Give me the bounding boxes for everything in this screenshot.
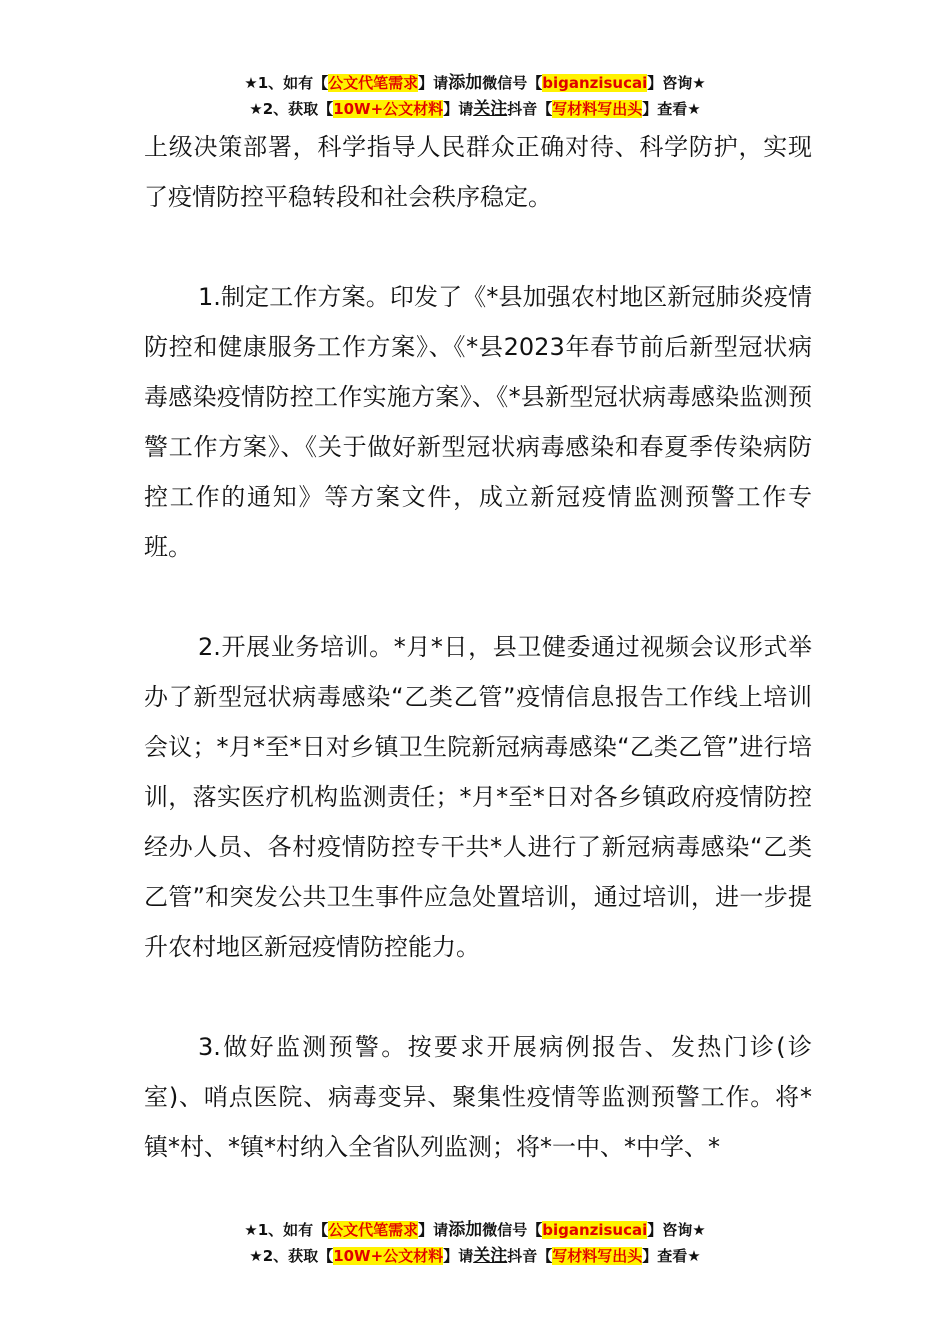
- banner-text: 】查看★: [642, 100, 701, 118]
- banner-emphasis: 关注: [473, 1246, 508, 1266]
- paragraph-gap: [144, 222, 812, 272]
- highlight-douyin-account: 写材料写出头: [552, 1247, 643, 1265]
- highlight-materials: 10W+公文材料: [333, 100, 444, 118]
- banner-line-2: [0, 1243, 950, 1269]
- header-banner: [0, 70, 950, 122]
- banner-emphasis: 添加: [448, 1220, 483, 1240]
- highlight-wechat-id: biganzisucai: [542, 74, 648, 92]
- banner-text: 抖音【: [507, 100, 553, 118]
- banner-text: 】请: [418, 74, 449, 92]
- highlight-douyin-account: 写材料写出头: [552, 100, 643, 118]
- highlight-wechat-id: biganzisucai: [542, 1221, 648, 1239]
- banner-text: 微信号【: [482, 1221, 543, 1239]
- banner-text: ★1、如有【: [244, 1221, 329, 1239]
- banner-text: 抖音【: [507, 1247, 553, 1265]
- banner-text: 】查看★: [642, 1247, 701, 1265]
- highlight-service: 公文代笔需求: [328, 74, 419, 92]
- banner-text: 】请: [443, 100, 474, 118]
- banner-text: 】请: [418, 1221, 449, 1239]
- highlight-materials: 10W+公文材料: [333, 1247, 444, 1265]
- banner-emphasis: 关注: [473, 99, 508, 119]
- paragraph-gap: [144, 972, 812, 1022]
- paragraph-monitoring: 3.做好监测预警。按要求开展病例报告、发热门诊(诊室)、哨点医院、病毒变异、聚集性疫情等监测预警工作。将*镇*村、*镇*村纳入全省队列监测；将*一中、*中学、*: [144, 1033, 812, 1161]
- footer-banner: [0, 1217, 950, 1269]
- paragraph-work-plan: 1.制定工作方案。印发了《*县加强农村地区新冠肺炎疫情防控和健康服务工作方案》、《*县2023年春节前后新型冠状病毒感染疫情防控工作实施方案》、《*县新型冠状病毒感染监测预警工作方案》、《关于做好新型冠状病毒感染和春夏季传染病防控工作的通知》等方案文件，成立新冠疫情监测预警工作专班。: [144, 283, 812, 561]
- banner-line-1: [0, 70, 950, 96]
- banner-line-2: [0, 96, 950, 122]
- banner-text: ★2、获取【: [249, 100, 334, 118]
- banner-text: ★1、如有【: [244, 74, 329, 92]
- banner-text: 】请: [443, 1247, 474, 1265]
- highlight-service: 公文代笔需求: [328, 1221, 419, 1239]
- banner-text: 微信号【: [482, 74, 543, 92]
- paragraph-gap: [144, 572, 812, 622]
- paragraph-training: 2.开展业务培训。*月*日，县卫健委通过视频会议形式举办了新型冠状病毒感染“乙类乙管”疫情信息报告工作线上培训会议；*月*至*日对乡镇卫生院新冠病毒感染“乙类乙管”进行培训，落实医疗机构监测责任；*月*至*日对各乡镇政府疫情防控经办人员、各村疫情防控专干共*人进行了新冠病毒感染“乙类乙管”和突发公共卫生事件应急处置培训，通过培训，进一步提升农村地区新冠疫情防控能力。: [144, 633, 812, 961]
- banner-text: ★2、获取【: [249, 1247, 334, 1265]
- banner-emphasis: 添加: [448, 73, 483, 93]
- banner-text: 】咨询★: [647, 1221, 706, 1239]
- banner-line-1: [0, 1217, 950, 1243]
- paragraph-continuation: 上级决策部署，科学指导人民群众正确对待、科学防护，实现了疫情防控平稳转段和社会秩序稳定。: [144, 133, 812, 211]
- document-body: [144, 122, 812, 1172]
- banner-text: 】咨询★: [647, 74, 706, 92]
